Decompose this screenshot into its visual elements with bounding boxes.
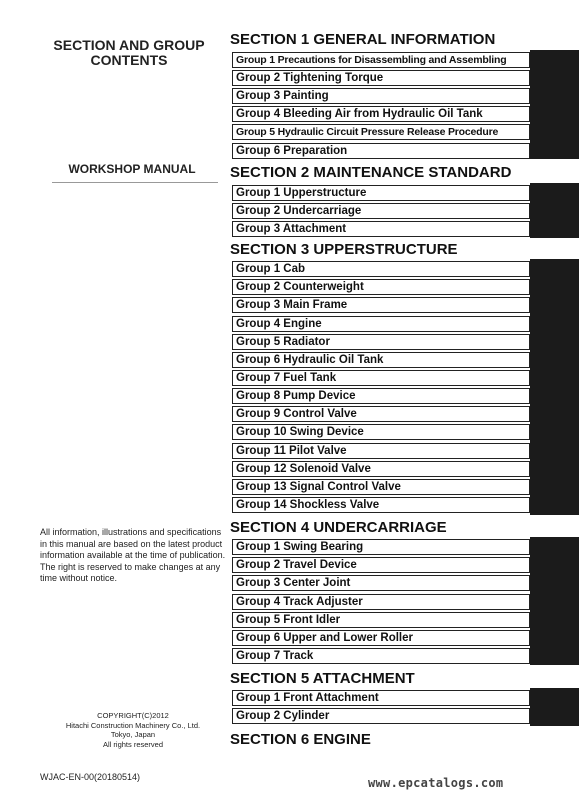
- group-row[interactable]: Group 3 Painting: [232, 88, 530, 104]
- section-3-tab[interactable]: [530, 259, 579, 515]
- group-row[interactable]: Group 5 Radiator: [232, 334, 530, 350]
- document-code: WJAC-EN-00(20180514): [40, 772, 141, 782]
- copyright-line: Hitachi Construction Machinery Co., Ltd.: [65, 720, 201, 730]
- group-row[interactable]: Group 1 Front Attachment: [232, 690, 530, 706]
- group-row[interactable]: Group 4 Engine: [232, 316, 530, 332]
- group-row[interactable]: Group 6 Preparation: [232, 143, 530, 159]
- group-row[interactable]: Group 6 Upper and Lower Roller: [232, 630, 530, 646]
- group-row[interactable]: Group 11 Pilot Valve: [232, 443, 530, 459]
- section-2-tab[interactable]: [530, 183, 579, 238]
- section-1-tab[interactable]: [530, 50, 579, 159]
- group-row[interactable]: Group 12 Solenoid Valve: [232, 461, 530, 477]
- group-row[interactable]: Group 4 Bleeding Air from Hydraulic Oil Tank: [232, 106, 530, 122]
- section-5-tab[interactable]: [530, 688, 579, 726]
- group-row[interactable]: Group 7 Fuel Tank: [232, 370, 530, 386]
- group-row[interactable]: Group 5 Hydraulic Circuit Pressure Release Procedure: [232, 124, 530, 140]
- group-row[interactable]: Group 13 Signal Control Valve: [232, 479, 530, 495]
- section-5-heading[interactable]: SECTION 5 ATTACHMENT: [230, 670, 415, 687]
- section-2-heading[interactable]: SECTION 2 MAINTENANCE STANDARD: [230, 164, 512, 181]
- group-row[interactable]: Group 2 Counterweight: [232, 279, 530, 295]
- section-1-heading[interactable]: SECTION 1 GENERAL INFORMATION: [230, 31, 496, 48]
- section-4-heading[interactable]: SECTION 4 UNDERCARRIAGE: [230, 519, 447, 536]
- group-row[interactable]: Group 8 Pump Device: [232, 388, 530, 404]
- contents-title: SECTION AND GROUP CONTENTS: [53, 37, 205, 68]
- copyright-line: COPYRIGHT(C)2012: [97, 711, 169, 720]
- group-row[interactable]: Group 4 Track Adjuster: [232, 594, 530, 610]
- group-row[interactable]: Group 5 Front Idler: [232, 612, 530, 628]
- group-row[interactable]: Group 2 Tightening Torque: [232, 70, 530, 86]
- section-3-heading[interactable]: SECTION 3 UPPERSTRUCTURE: [230, 241, 458, 258]
- group-row[interactable]: Group 2 Cylinder: [232, 708, 530, 724]
- group-row[interactable]: Group 10 Swing Device: [232, 424, 530, 440]
- group-row[interactable]: Group 3 Center Joint: [232, 575, 530, 591]
- section-4-tab[interactable]: [530, 537, 579, 665]
- manual-label: WORKSHOP MANUAL: [68, 162, 196, 176]
- group-row[interactable]: Group 14 Shockless Valve: [232, 497, 530, 513]
- watermark-url: www.epcatalogs.com: [368, 776, 504, 790]
- group-row[interactable]: Group 1 Cab: [232, 261, 530, 277]
- divider: [52, 182, 218, 183]
- disclaimer-text: All information, illustrations and specifications in this manual are based on the latest product information available at the time of publication. The right is reserved to make changes at any time without notice.: [40, 527, 226, 584]
- group-row[interactable]: Group 1 Swing Bearing: [232, 539, 530, 555]
- copyright-block: [58, 711, 208, 749]
- group-row[interactable]: Group 3 Attachment: [232, 221, 530, 237]
- group-row[interactable]: Group 3 Main Frame: [232, 297, 530, 313]
- section-6-heading[interactable]: SECTION 6 ENGINE: [230, 731, 371, 748]
- group-row[interactable]: Group 2 Undercarriage: [232, 203, 530, 219]
- copyright-line: All rights reserved: [102, 739, 164, 749]
- group-row[interactable]: Group 6 Hydraulic Oil Tank: [232, 352, 530, 368]
- group-row[interactable]: Group 1 Upperstructure: [232, 185, 530, 201]
- group-row[interactable]: Group 1 Precautions for Disassembling and Assembling: [232, 52, 530, 68]
- group-row[interactable]: Group 2 Travel Device: [232, 557, 530, 573]
- copyright-line: Tokyo, Japan: [110, 730, 156, 739]
- group-row[interactable]: Group 9 Control Valve: [232, 406, 530, 422]
- group-row[interactable]: Group 7 Track: [232, 648, 530, 664]
